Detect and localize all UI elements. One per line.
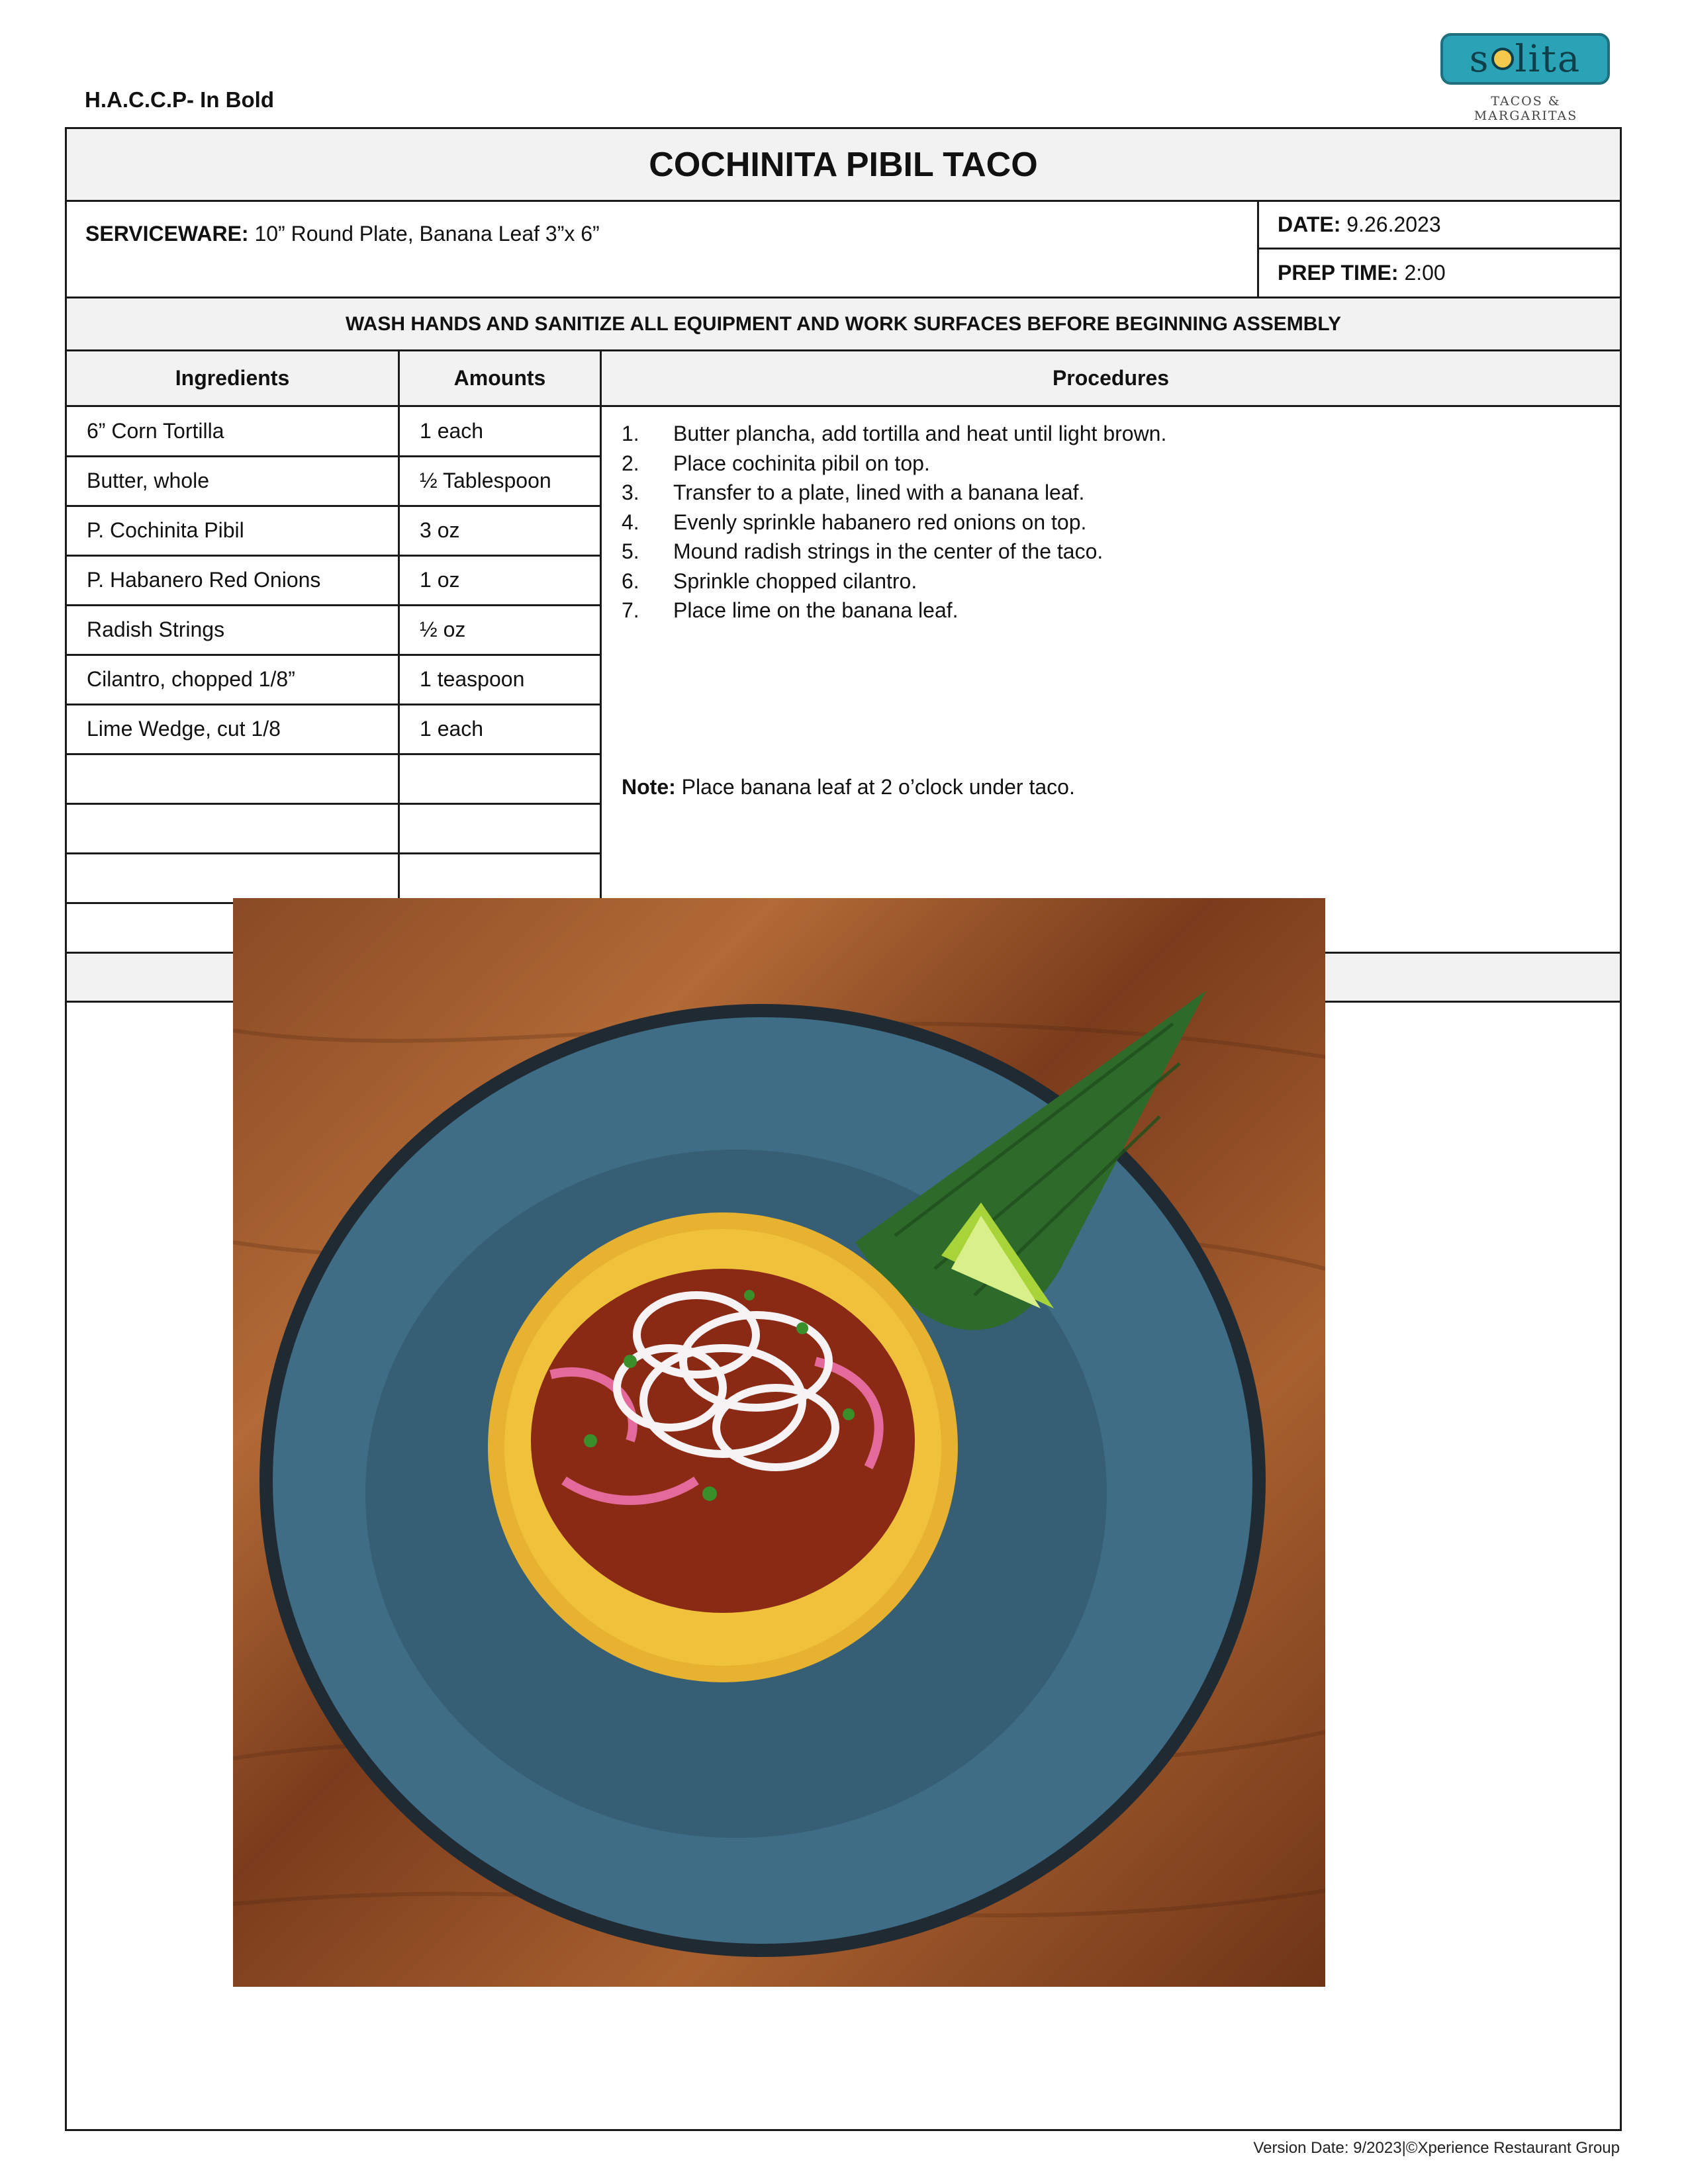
sun-icon: [1491, 48, 1514, 70]
ingredient-row: [67, 407, 600, 457]
plating-note: [622, 775, 1075, 799]
ingredient-name: Butter, whole: [87, 468, 209, 492]
procedure-step: [622, 596, 1166, 625]
step-number: 1.: [622, 422, 639, 445]
note-text: Place banana leaf at 2 o’clock under taco.: [675, 775, 1075, 799]
ingredient-row: [67, 556, 600, 606]
ingredient-row: [67, 606, 600, 656]
serviceware-row: [67, 202, 1620, 298]
prep-time-label: PREP TIME:: [1278, 261, 1399, 285]
step-text: Evenly sprinkle habanero red onions on top.: [673, 510, 1087, 534]
ingredient-amount: ½ oz: [398, 606, 600, 654]
ingredient-amount: ½ Tablespoon: [398, 457, 600, 505]
wash-notice: WASH HANDS AND SANITIZE ALL EQUIPMENT AND WORK SURFACES BEFORE BEGINNING ASSEMBLY: [67, 298, 1620, 351]
procedure-step: [622, 537, 1166, 567]
ingredient-amount: 3 oz: [398, 506, 600, 555]
step-text: Place cochinita pibil on top.: [673, 451, 930, 475]
step-number: 5.: [622, 539, 639, 563]
step-number: 7.: [622, 598, 639, 622]
ingredient-name: P. Habanero Red Onions: [87, 567, 321, 592]
ingredient-row: [67, 457, 600, 507]
step-text: Sprinkle chopped cilantro.: [673, 569, 917, 593]
step-text: Butter plancha, add tortilla and heat until light brown.: [673, 422, 1167, 445]
ingredient-row: [67, 854, 600, 904]
haccp-label: H.A.C.C.P- In Bold: [85, 87, 274, 112]
logo-tagline: TACOS & MARGARITAS: [1474, 94, 1578, 123]
ingredient-name: Lime Wedge, cut 1/8: [87, 716, 281, 741]
recipe-title: COCHINITA PIBIL TACO: [67, 129, 1620, 202]
step-number: 2.: [622, 451, 639, 475]
ingredient-amount: 1 teaspoon: [398, 655, 600, 704]
solita-logo: [1436, 33, 1615, 123]
procedures-cell: [600, 407, 1620, 952]
ingredient-name: P. Cochinita Pibil: [87, 518, 244, 542]
ingredients-header: Ingredients: [175, 366, 290, 390]
recipe-body: [67, 407, 1620, 954]
note-label: Note:: [622, 775, 676, 799]
serviceware-label: SERVICEWARE:: [85, 222, 249, 246]
date-value: 9.26.2023: [1340, 212, 1441, 236]
procedure-step: [622, 508, 1166, 537]
version-footer: Version Date: 9/2023|©Xperience Restaurant Group: [1253, 2139, 1620, 2157]
procedure-step: [622, 567, 1166, 596]
procedures-header: Procedures: [600, 351, 1620, 405]
step-number: 4.: [622, 510, 639, 534]
ingredient-amount: 1 oz: [398, 556, 600, 604]
ingredient-amount: 1 each: [398, 407, 600, 455]
ingredient-amount: 1 each: [398, 705, 600, 753]
ingredient-name: [67, 754, 398, 803]
step-text: Mound radish strings in the center of the taco.: [673, 539, 1103, 563]
ingredient-row: [67, 705, 600, 755]
procedures-list: [622, 419, 1166, 625]
serviceware-value: 10” Round Plate, Banana Leaf 3”x 6”: [248, 222, 600, 246]
ingredient-amount: [398, 854, 600, 902]
step-text: Place lime on the banana leaf.: [673, 598, 959, 622]
procedure-step: [622, 419, 1166, 449]
ingredient-name: [67, 854, 398, 902]
amounts-header: Amounts: [398, 351, 600, 405]
procedure-step: [622, 449, 1166, 478]
column-headers: [67, 351, 1620, 407]
dish-photo: [233, 898, 1325, 1987]
date-cell: [1259, 202, 1620, 250]
ingredient-row: [67, 754, 600, 805]
ingredient-name: Cilantro, chopped 1/8”: [87, 666, 295, 691]
date-prep-box: [1257, 202, 1620, 296]
ingredient-row: [67, 655, 600, 705]
date-label: DATE:: [1278, 212, 1341, 236]
dish-photo-illustration: [233, 898, 1325, 1987]
ingredient-amount: [398, 754, 600, 803]
ingredients-table: [67, 407, 600, 952]
ingredient-amount: [398, 804, 600, 852]
step-number: 6.: [622, 569, 639, 593]
serviceware: [85, 222, 600, 246]
prep-time-cell: [1259, 250, 1620, 296]
ingredient-name: 6” Corn Tortilla: [87, 418, 224, 443]
prep-time-value: 2:00: [1398, 261, 1446, 285]
logo-badge: s lita: [1440, 33, 1610, 85]
ingredient-row: [67, 506, 600, 557]
step-text: Transfer to a plate, lined with a banana leaf.: [673, 480, 1085, 504]
procedure-step: [622, 478, 1166, 508]
step-number: 3.: [622, 480, 639, 504]
ingredient-name: Radish Strings: [87, 617, 225, 641]
ingredient-name: [67, 804, 398, 852]
ingredient-row: [67, 804, 600, 854]
